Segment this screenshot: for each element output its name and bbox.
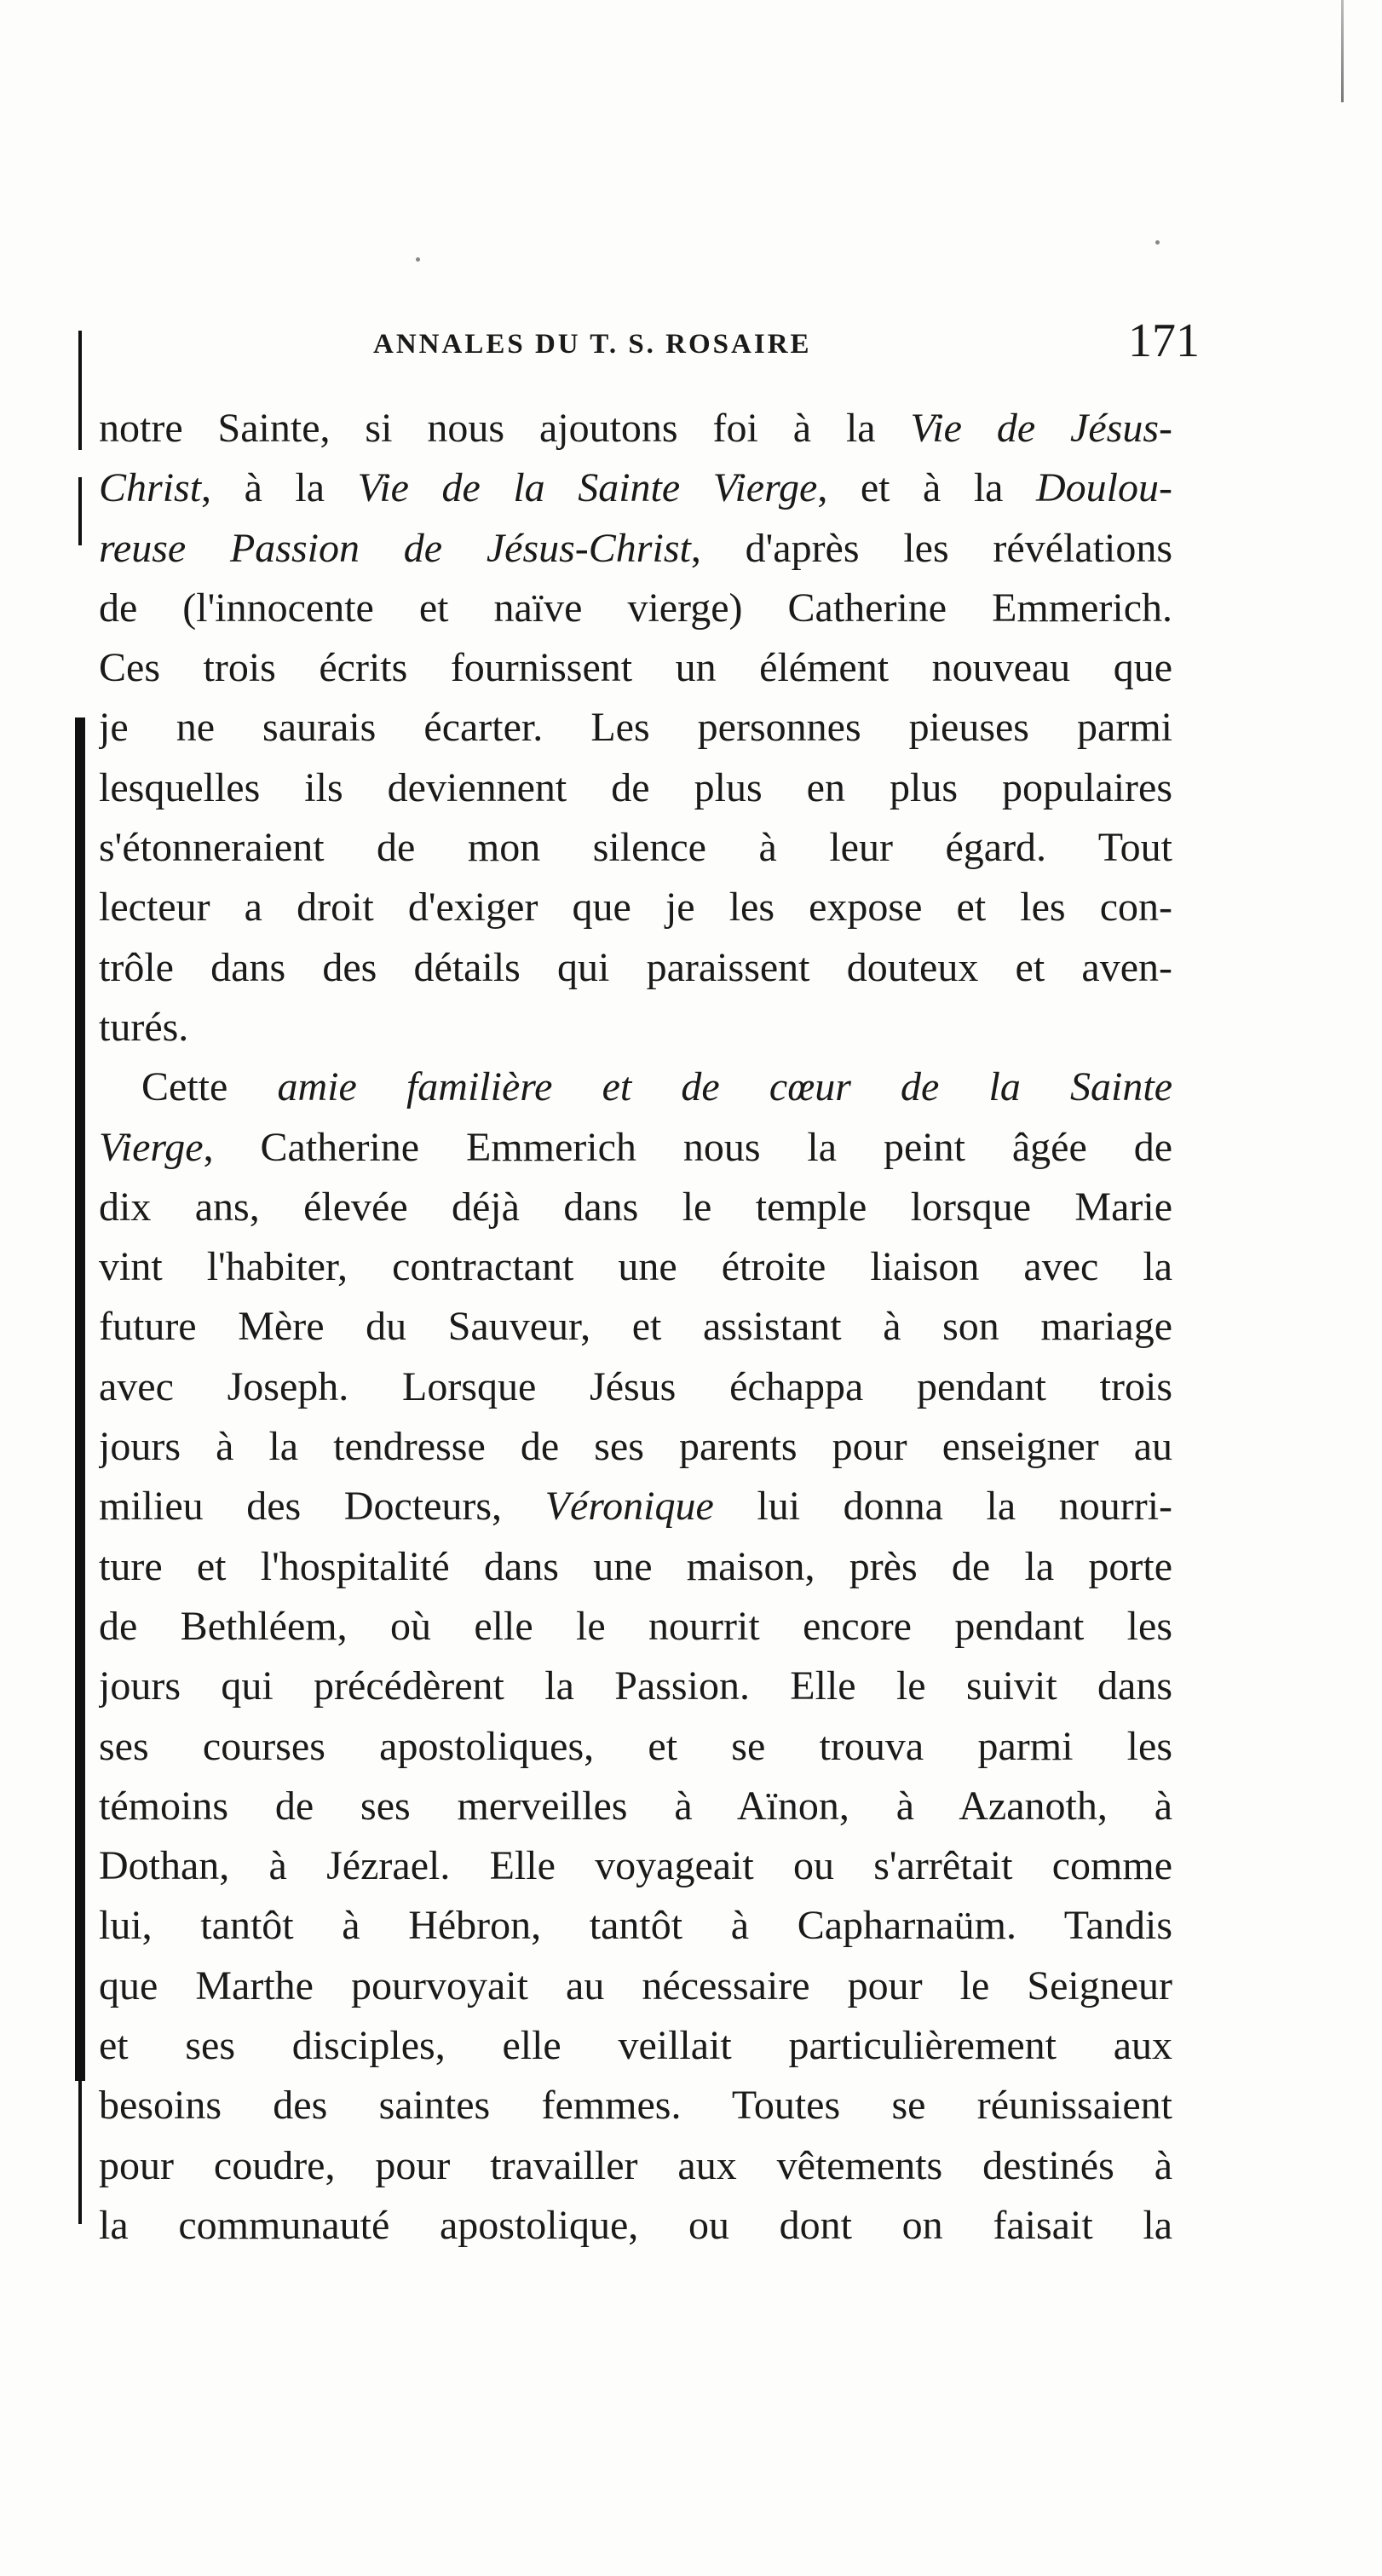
italic-text: Christ xyxy=(99,465,202,511)
text-run: de Bethléem, où elle le nourrit encore pendant les xyxy=(99,1603,1172,1649)
paragraph-2 xyxy=(99,1057,1172,2256)
text-line xyxy=(99,1297,1172,1357)
text-run: jours qui précédèrent la Passion. Elle le suivit dans xyxy=(99,1663,1172,1709)
text-line xyxy=(99,1657,1172,1716)
text-line xyxy=(99,758,1172,818)
italic-text: Vie de Jésus- xyxy=(910,406,1172,451)
text-line xyxy=(99,1777,1172,1836)
text-run: de (l'innocente et naïve vierge) Catherine Emmerich. xyxy=(99,585,1172,631)
scan-edge-mark xyxy=(1341,0,1344,102)
text-run: vint l'habiter, contractant une étroite liaison avec la xyxy=(99,1244,1172,1290)
text-line xyxy=(99,1057,1172,1117)
text-run: lesquelles ils deviennent de plus en plus populaires xyxy=(99,764,1172,810)
text-run: , à la xyxy=(201,465,358,511)
binding-shadow-line xyxy=(78,2079,82,2224)
text-line xyxy=(99,698,1172,758)
binding-shadow-line xyxy=(78,331,82,450)
text-run: milieu des Docteurs, xyxy=(99,1484,545,1530)
text-line xyxy=(99,1357,1172,1417)
text-run: je ne saurais écarter. Les personnes pieuses parmi xyxy=(99,705,1172,751)
binding-shadow-line xyxy=(78,477,82,545)
running-title: ANNALES DU T. S. ROSAIRE xyxy=(373,329,812,360)
body-text xyxy=(99,399,1172,2256)
text-line xyxy=(99,2076,1172,2135)
text-line xyxy=(99,1597,1172,1657)
text-run: besoins des saintes femmes. Toutes se réunissaient xyxy=(99,2083,1172,2129)
text-line xyxy=(99,2136,1172,2196)
text-line xyxy=(99,2196,1172,2256)
text-line xyxy=(99,579,1172,638)
text-line xyxy=(99,399,1172,458)
scan-speck xyxy=(416,257,420,262)
text-run: dix ans, élevée déjà dans le temple lorsque Marie xyxy=(99,1184,1172,1230)
running-head xyxy=(92,314,1200,382)
text-line xyxy=(99,1477,1172,1536)
text-run: Dothan, à Jézrael. Elle voyageait ou s'arrêtait comme xyxy=(99,1843,1172,1889)
text-line xyxy=(99,1417,1172,1477)
text-line xyxy=(99,1237,1172,1297)
text-line xyxy=(99,1717,1172,1777)
text-line xyxy=(99,998,1172,1057)
text-run: future Mère du Sauveur, et assistant à son mariage xyxy=(99,1304,1172,1350)
italic-text: reuse Passion de Jésus-Christ xyxy=(99,525,691,571)
text-line xyxy=(99,1178,1172,1237)
text-run: , d'après les révélations xyxy=(690,525,1172,571)
text-run: lui donna la nourri- xyxy=(713,1484,1172,1530)
text-line xyxy=(99,1836,1172,1896)
text-run: lecteur a droit d'exiger que je les expose et les con- xyxy=(99,885,1172,931)
text-line xyxy=(99,878,1172,937)
text-run: et ses disciples, elle veillait particulièrement aux xyxy=(99,2023,1172,2069)
text-run: ses courses apostoliques, et se trouva parmi les xyxy=(99,1723,1172,1769)
text-run: témoins de ses merveilles à Aïnon, à Azanoth, à xyxy=(99,1783,1172,1829)
text-run: Ces trois écrits fournissent un élément nouveau que xyxy=(99,645,1172,691)
text-line xyxy=(99,638,1172,698)
italic-text: Doulou- xyxy=(1036,465,1172,511)
text-run: pour coudre, pour travailler aux vêtements destinés à xyxy=(99,2142,1172,2188)
text-line xyxy=(99,458,1172,518)
text-line xyxy=(99,1956,1172,2016)
text-line xyxy=(99,1537,1172,1597)
paragraph-1 xyxy=(99,399,1172,1057)
text-run: ture et l'hospitalité dans une maison, près de la porte xyxy=(99,1543,1172,1589)
text-line xyxy=(99,519,1172,579)
text-run: lui, tantôt à Hébron, tantôt à Capharnaüm. Tandis xyxy=(99,1903,1172,1949)
text-run: avec Joseph. Lorsque Jésus échappa pendant trois xyxy=(99,1363,1172,1409)
scan-speck xyxy=(1155,240,1160,245)
text-run: , Catherine Emmerich nous la peint âgée de xyxy=(203,1124,1172,1170)
text-run: s'étonneraient de mon silence à leur égard. Tout xyxy=(99,825,1172,871)
italic-text: Vierge xyxy=(99,1124,204,1170)
text-line xyxy=(99,1896,1172,1956)
italic-text: amie familière et de cœur de la Sainte xyxy=(277,1064,1172,1110)
page-number: 171 xyxy=(1128,314,1200,367)
binding-shadow-band xyxy=(75,717,85,2081)
text-line xyxy=(99,2016,1172,2076)
italic-text: Vie de la Sainte Vierge xyxy=(357,465,818,511)
text-run: turés. xyxy=(99,1004,189,1050)
text-run: trôle dans des détails qui paraissent douteux et aven- xyxy=(99,944,1172,990)
text-line xyxy=(99,818,1172,878)
text-line xyxy=(99,1118,1172,1178)
text-run: Cette xyxy=(141,1064,278,1110)
text-run: que Marthe pourvoyait au nécessaire pour le Seigneur xyxy=(99,1962,1172,2008)
italic-text: Véronique xyxy=(544,1484,714,1530)
text-line xyxy=(99,938,1172,998)
text-run: , et à la xyxy=(817,465,1037,511)
text-run: notre Sainte, si nous ajoutons foi à la xyxy=(99,406,911,451)
text-run: la communauté apostolique, ou dont on faisait la xyxy=(99,2202,1172,2248)
text-run: jours à la tendresse de ses parents pour enseigner au xyxy=(99,1424,1172,1470)
